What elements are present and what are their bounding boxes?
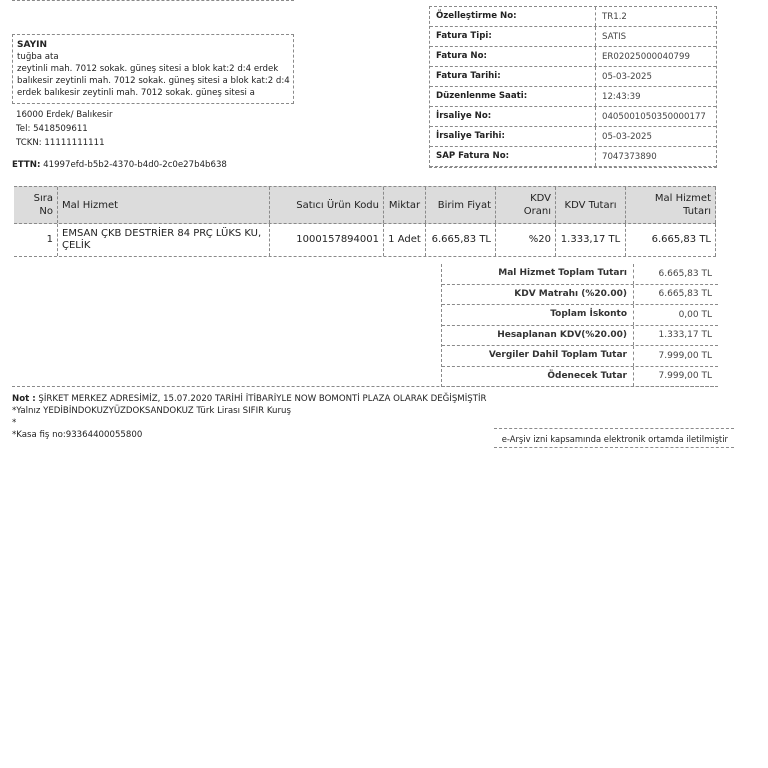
ettn-label: ETTN: [12,160,41,170]
totals-value: 6.665,83 TL [658,268,712,279]
top-divider [12,0,294,3]
header-sira-no: Sıra No [14,187,58,223]
note-line: *Kasa fiş no:93364400055800 [12,430,143,440]
info-key: İrsaliye No: [430,107,596,126]
totals-table [441,264,718,387]
cell-miktar: 1 Adet [384,224,426,256]
info-row [430,7,716,27]
totals-key: Toplam İskonto [442,305,634,325]
info-row [430,27,716,47]
table-row [14,224,716,257]
cell-mal-hizmet: EMSAN ÇKB DESTRİER 84 PRÇ LÜKS KU, ÇELİK [58,224,270,256]
info-value: TR1.2 [602,11,627,22]
info-value: 0405001050350000177 [602,111,706,122]
note-label: Not : [12,394,36,404]
header-urun-kodu: Satıcı Ürün Kodu [270,187,384,223]
header-kdv-orani: KDV Oranı [496,187,556,223]
totals-row [442,346,718,367]
totals-key: Mal Hizmet Toplam Tutarı [442,264,634,284]
cell-kdv-tutari: 1.333,17 TL [556,224,626,256]
totals-key: Vergiler Dahil Toplam Tutar [442,346,634,366]
items-table [14,186,716,257]
info-key: Fatura No: [430,47,596,66]
earsiv-notice: e-Arşiv izni kapsamında elektronik ortamda iletilmiştir [494,428,734,448]
info-value: ER02025000040799 [602,51,690,62]
info-row [430,47,716,67]
buyer-name: tuğba ata [17,52,59,62]
header-mal-hizmet: Mal Hizmet [58,187,270,223]
header-hizmet-tutari: Mal Hizmet Tutarı [626,187,716,223]
cell-birim-fiyat: 6.665,83 TL [426,224,496,256]
cell-sira-no: 1 [14,224,58,256]
totals-value: 6.665,83 TL [658,289,712,300]
buyer-contact [12,108,124,150]
totals-row [442,264,718,285]
totals-key: Hesaplanan KDV(%20.00) [442,326,634,346]
totals-value: 0,00 TL [678,309,712,320]
info-key: Özelleştirme No: [430,7,596,26]
totals-key: KDV Matrahı (%20.00) [442,285,634,305]
note-line [12,393,714,405]
totals-value: 1.333,17 TL [658,330,712,341]
totals-value: 7.999,00 TL [658,350,712,361]
ettn-line [12,160,227,170]
buyer-address-line: erdek balıkesir zeytinli mah. 7012 sokak. güneş sitesi a [17,88,255,98]
buyer-tckn: TCKN: 11111111111 [16,138,105,148]
info-value: 12:43:39 [602,91,641,102]
info-row [430,87,716,107]
info-value: 05-03-2025 [602,131,652,142]
info-row [430,107,716,127]
cell-kdv-orani: %20 [496,224,556,256]
ettn-value: 41997efd-b5b2-4370-b4d0-2c0e27b4b638 [43,160,227,170]
note-text: ŞİRKET MERKEZ ADRESİMİZ, 15.07.2020 TARİHİ İTİBARİYLE NOW BOMONTİ PLAZA OLARAK DEĞİŞMİŞTİR [38,394,487,404]
buyer-address-line: balıkesir zeytinli mah. 7012 sokak. güneş sitesi a blok kat:2 d:4 [17,76,290,86]
buyer-phone: Tel: 5418509611 [16,124,88,134]
invoice-info-table [429,6,717,168]
info-key: Düzenlenme Saati: [430,87,596,106]
buyer-block [12,34,294,104]
totals-key: Ödenecek Tutar [442,367,634,387]
header-kdv-tutari: KDV Tutarı [556,187,626,223]
note-line: *Yalnız YEDİBİNDOKUZYÜZDOKSANDOKUZ Türk Lirası SIFIR Kuruş [12,406,291,416]
header-miktar: Miktar [384,187,426,223]
info-key: İrsaliye Tarihi: [430,127,596,146]
totals-value: 7.999,00 TL [658,371,712,382]
totals-row [442,285,718,306]
header-birim-fiyat: Birim Fiyat [426,187,496,223]
buyer-city: 16000 Erdek/ Balıkesir [16,110,113,120]
info-key: SAP Fatura No: [430,147,596,166]
totals-row [442,367,718,388]
totals-row [442,326,718,347]
info-value: 05-03-2025 [602,71,652,82]
info-key: Fatura Tipi: [430,27,596,46]
note-line: * [12,418,17,428]
totals-row [442,305,718,326]
info-value: 7047373890 [602,151,657,162]
info-value: SATIS [602,31,627,42]
info-row [430,147,716,167]
info-key: Fatura Tarihi: [430,67,596,86]
cell-hizmet-tutari: 6.665,83 TL [626,224,716,256]
info-row [430,67,716,87]
buyer-address-line: zeytinli mah. 7012 sokak. güneş sitesi a blok kat:2 d:4 erdek [17,64,279,74]
items-header-row [14,186,716,224]
buyer-label: SAYIN [17,40,47,50]
cell-urun-kodu: 1000157894001 [270,224,384,256]
info-row [430,127,716,147]
